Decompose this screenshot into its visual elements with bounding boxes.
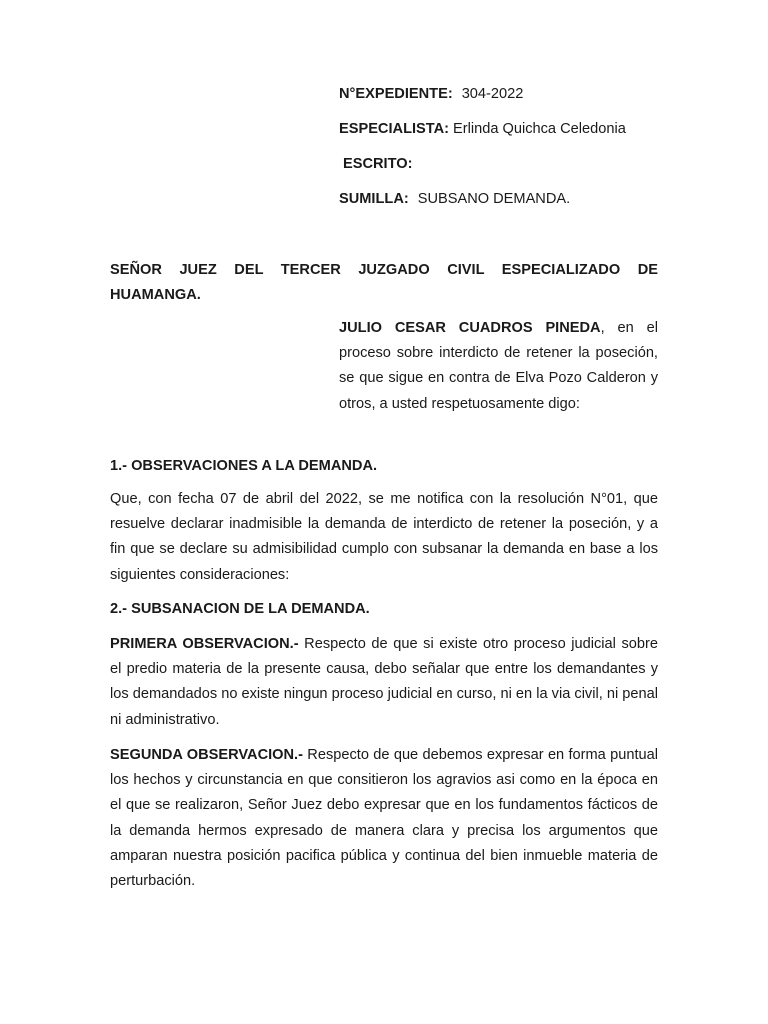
second-observation-text: Respecto de que debemos expresar en forma puntual los hechos y circunstancia en que consitieron los agravios asi como en la época en el que se realizaron, Señor Juez debo expresar que en los fundamentos fácticos de la demanda hermos expresado de manera clara y precisa los argumentos que amparan nuestra posición pacifica pública y continua del bien inmueble materia de perturbación.	[110, 747, 658, 890]
escrito-line	[339, 155, 699, 190]
party-name: JULIO CESAR CUADROS PINEDA	[339, 320, 601, 336]
party-text: , en el proceso sobre interdicto de retener la poseción, se que sigue en contra de Elva Pozo Calderon y otros, a usted respetuosamente digo:	[339, 320, 658, 412]
expediente-line	[339, 85, 699, 120]
second-observation-paragraph	[110, 743, 658, 894]
section-1-heading: 1.- OBSERVACIONES A LA DEMANDA.	[110, 458, 378, 474]
second-observation-label: SEGUNDA OBSERVACION.-	[110, 747, 303, 763]
escrito-label: ESCRITO:	[343, 156, 413, 172]
especialista-value: Erlinda Quichca Celedonia	[453, 121, 626, 137]
especialista-line	[339, 120, 699, 155]
case-header	[339, 85, 699, 225]
addressee-line-2: HUAMANGA.	[110, 287, 201, 303]
especialista-label: ESPECIALISTA:	[339, 121, 450, 137]
first-observation-paragraph	[110, 632, 658, 733]
addressee	[110, 258, 658, 308]
sumilla-label: SUMILLA:	[339, 191, 409, 207]
section-2-heading: 2.- SUBSANACION DE LA DEMANDA.	[110, 601, 370, 617]
party-introduction	[339, 316, 658, 417]
first-observation-label: PRIMERA OBSERVACION.-	[110, 636, 299, 652]
addressee-line-1: SEÑOR JUEZ DEL TERCER JUZGADO CIVIL ESPECIALIZADO DE	[110, 262, 658, 278]
expediente-value: 304-2022	[461, 86, 524, 102]
sumilla-line	[339, 190, 699, 225]
expediente-label: N°EXPEDIENTE:	[339, 86, 453, 102]
sumilla-value: SUBSANO DEMANDA.	[417, 191, 571, 207]
first-observation-text: Respecto de que si existe otro proceso judicial sobre el predio materia de la presente causa, debo señalar que entre los demandantes y los demandados no existe ningun proceso judicial en curso, ni en la via civil, ni penal ni administrativo.	[110, 636, 658, 728]
section-1-paragraph: Que, con fecha 07 de abril del 2022, se me notifica con la resolución N°01, que resuelve declarar inadmisible la demanda de interdicto de retener la poseción, y a fin que se declare su admisibilidad cumplo con subsanar la demanda en base a los siguientes consideraciones:	[110, 491, 658, 583]
